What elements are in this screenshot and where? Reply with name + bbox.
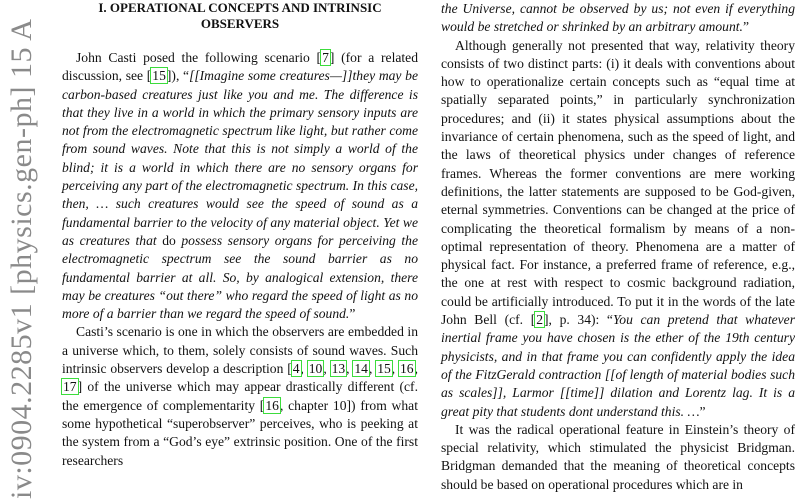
citation-link-10[interactable]: 10 xyxy=(308,361,323,377)
arxiv-identifier-stamp: iv:0904.2285v1 [physics.gen-ph] 15 A xyxy=(5,18,38,499)
bell-quote: You can pretend that whatever inertial frame you have chosen is the ether of the 19th century physicists, and in that frame you can confidently apply the idea of the FitzGerald contraction [[of length of material bodies such as scales]], Larmor [[time]] dilation and Lorentz lag. It is a great pity that students dont understand this. … xyxy=(441,312,796,419)
citation-link-7[interactable]: 7 xyxy=(322,50,329,65)
text-segment: , chapter 10]) from what some hypothetical “superobserver” perceives, who is peeking at the system from a “God’s eye” extrinsic position. One of the first researchers xyxy=(62,397,418,468)
left-column xyxy=(62,0,418,470)
citation-link-15b[interactable]: 15 xyxy=(377,361,391,377)
quote-close: ” xyxy=(699,403,706,419)
continued-quote: the Universe, cannot be observed by us; not even if everything would be stretched or shrinked by an arbitrary amount. xyxy=(441,1,795,35)
paragraph-casti-scenario xyxy=(62,49,418,323)
text-segment: ]), “ xyxy=(166,68,190,84)
text-segment: Casti’s scenario is one in which the observers are embedded in a universe which, to them, solely consists of sound waves. Such intrinsic observers develop a description [ xyxy=(62,324,418,377)
paragraph-quote-continuation xyxy=(441,0,795,37)
section-heading: I. OPERATIONAL CONCEPTS AND INTRINSIC OBSERVERS xyxy=(98,0,382,31)
paragraph-intrinsic-observers: Casti’s scenario is one in which the observers are embedded in a universe which, to them, solely consists of sound waves. Such intrinsic observers develop a description [4, 10, 13, 14, 15, 16, 17] of the universe which may appear drastically different (cf. the emergence of complementarity [16, chapter 10]) from what some hypothetical “superobserver” perceives, who is peeking at the system from a “God’s eye” extrinsic position. One of the first researchers xyxy=(62,324,418,468)
paragraph-bridgman: It was the radical operational feature in Einstein’s theory of special relativity, which stimulated the physicist Bridgman. Bridgman demanded that the meaning of theoretical concepts should be based on operational procedures which are in xyxy=(441,421,795,492)
quote-close: ” xyxy=(742,19,749,35)
right-column xyxy=(441,0,795,494)
citation-link-16b[interactable]: 16 xyxy=(265,397,279,413)
citation-link-15[interactable]: 15 xyxy=(152,68,166,84)
text-segment: ] of the universe which may appear drastically different (cf. the emergence of complementarity [ xyxy=(62,379,418,413)
text-segment: ] (for a related discussion, see [ xyxy=(62,50,418,84)
citation-link-2[interactable]: 2 xyxy=(536,312,544,328)
quote-do-word: do xyxy=(156,232,182,248)
citation-link-14[interactable]: 14 xyxy=(354,361,368,377)
casti-quote: [[Imagine some creatures—]]they may be carbon-based creatures just like you and me. The difference is that they live in a world in which the primary sensory inputs are not from the electromagnetic spectrum like light, but rather come from sound waves. Note that this is not simply a world of the blind; it is a world in which there are no sensory organs for perceiving any part of the electromagnetic spectrum. In this case, then, … such creatures would see the speed of sound as a fundamental barrier to the velocity of any material object. Yet we as creatures that xyxy=(62,68,418,248)
citation-link-13[interactable]: 13 xyxy=(331,361,346,377)
paragraph-relativity-parts xyxy=(441,37,795,421)
citation-link-17[interactable]: 17 xyxy=(63,379,77,395)
casti-quote-cont: possess sensory organs for perceiving the electromagnetic spectrum see the sound barrier as no fundamental barrier at all. So, by analogical extension, there may be creatures “out there” who regard the speed of light as no more of a barrier than we regard the speed of sound. xyxy=(62,232,418,322)
text-segment: Although generally not presented that way, relativity theory consists of two distinct parts: (i) it deals with conventions about how to operationalize certain concepts such as “equal time at spatially separated points,” in particularly synchronization procedures; and (ii) it states physical assumptions about the invariance of certain phenomena, such as the speed of light, and the laws of theoretical physics under changes of reference frames. Whereas the former conventions are mere working definitions, the latter statements are supposed to be God-given, eternal symmetries. Conventions can be changed at the price of complicating the theoretical formalism by means of a non-optimal representation of theory. Phenomena are a matter of physical fact. For instance, a preferred frame of reference, e.g., the one at rest with respect to cosmic background radiation, could be artificially introduced. To put it in the words of the late John Bell (cf. [ xyxy=(441,37,795,328)
text-segment: ], p. 34): “ xyxy=(544,312,613,328)
citation-link-4[interactable]: 4 xyxy=(292,361,300,377)
citation-link-16[interactable]: 16 xyxy=(400,361,414,377)
quote-close: ” xyxy=(349,306,356,322)
text-segment: John Casti posed the following scenario [ xyxy=(76,50,322,65)
